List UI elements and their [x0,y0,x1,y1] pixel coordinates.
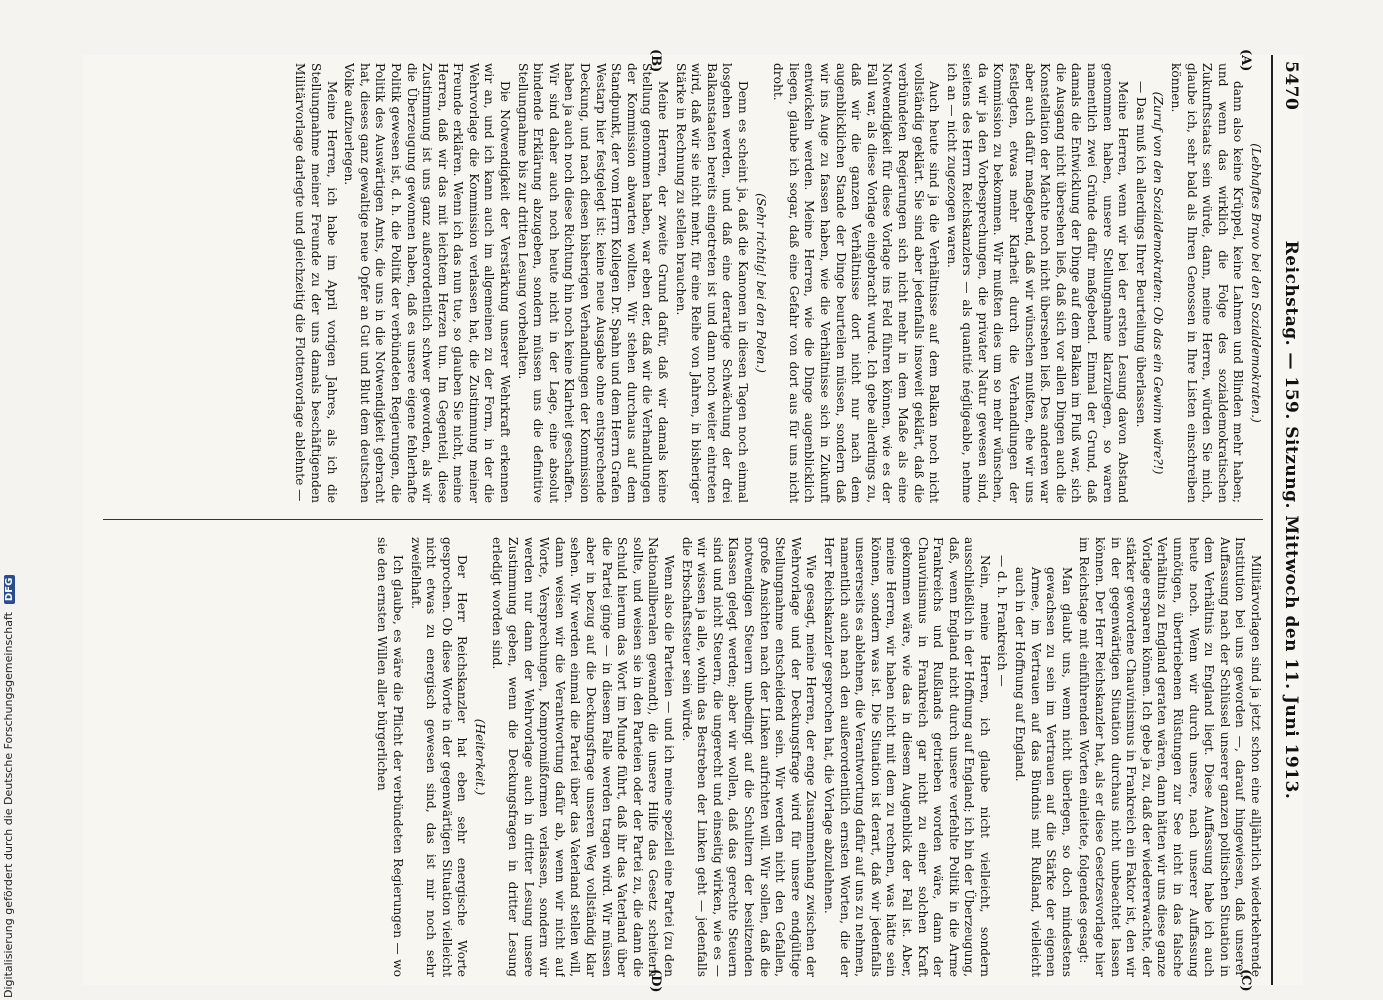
right-column-paragraph: Nein, meine Herren, ich glaube nicht vielleicht, sondern ausschließlich in der Hoffnung auf England; ich bin der Überzeugung, daß, wenn England nicht durch unsere verfehlte Politik in die Arme Frankreichs und Rußlands getrieben worden wäre, dann der Chauvinismus in Frankreich gar nicht zu einer solchen Kraft gekommen wäre, wie das in diesem Augenblick der Fall ist. Aber, meine Herren, wir haben nicht mit dem zu rechnen, was hätte sein können, sondern was ist. Die Situation ist derart, daß wir jedenfalls unsererseits es ablehnen, die Verantwortung dafür auf uns zu nehmen, namentlich auch nach den außerordentlich ernsten Worten, die der Herr Reichskanzler gesprochen hat, die Vorlage abzulehnen. [821,537,992,977]
right-column-paragraph: Man glaubt uns, wenn nicht überlegen, so doch mindestens gewachsen zu sein im Vertrauen auf die Stärke der eigenen Armee, im Vertrauen auf das Bündnis mit Rußland, vielleicht auch in der Hoffnung auf England. [1013,567,1074,977]
left-column [93,63,1263,503]
header-rule [1271,55,1273,985]
left-column-paragraph: (Lebhaftes Bravo bei den Sozialdemokraten.) [1249,143,1263,423]
column-divider [103,519,1263,520]
page-header [1277,55,1303,985]
right-column-paragraph: (Heiterkeit.) [472,718,487,796]
left-column-paragraph: (Sehr richtig! bei den Polen.) [753,193,768,373]
left-column-paragraph: Meine Herren, wenn wir bei der ersten Lesung davon Abstand genommen haben, unsere Stellungnahme klarzulegen, so waren namentlich zwei Gründe dafür maßgebend. Einmal der Grund, daß damals die Entwicklung der Dinge auf dem Balkan im Fluß war, sich die Ausgang nicht übersehen ließ, daß sich vor allen Dingen auch die Konstellation der Mächte noch nicht übersehen ließ. Des anderen war aber auch dafür maßgebend, daß wir wünschen mußten, ehe wir uns festlegten, etwas mehr Klarheit durch die Verhandlungen der Kommission zu bekommen. Wir mußten dies um so mehr wünschen, da wir ja den Vorbesprechungen, die privater Natur gewesen sind, seitens des Herrn Reichskanzlers — als quantité négligeable, nehme ich an — nicht zugezogen waren. [944,63,1131,503]
left-column-paragraph: Die Notwendigkeit der Verstärkung unserer Wehrkraft erkennen wir an, und ich kann auch im allgemeinen zu der Form, in der die Wehrvorlage die Kommission verlassen hat, die Zustimmung meiner Freunde erklären. Wenn ich das nun tue, so glauben Sie nicht, meine Herren, daß wir das mit leichtem Herzen tun. Im Gegenteil, diese Zustimmung ist uns ganz außerordentlich schwer geworden, als wir die Überzeugung gewonnen haben, daß es unsere eigene fehlerhafte Politik gewesen ist, d. h. die Politik der verbündeten Regierungen, die Politik des Auswärtigen Amts, die uns in die Notwendigkeit gebracht hat, dieses ganz gewaltige neue Opfer an Gut und Blut dem deutschen Volke aufzuerlegen. [342,63,513,503]
margin-marker-a: (A) [1238,49,1253,72]
margin-marker-b: (B) [648,49,663,73]
right-column-paragraph: Wie gesagt, meine Herren, der enge Zusammenhang zwischen der Wehrvorlage und der Deckungsfrage wird für unsere endgültige Stellungnahme entscheidend sein. Wir werden nicht den Gefallen, große Ansichten nach der Linken aufrichten will. Wir sollen, daß die notwendigen Steuern unbedingt auf die Schultern der besitzenden Klassen gelegt werden; aber wir wollen, daß das gerechte Steuern sind und nicht Steuern, die ungerecht und einseitig wirken, wie es — wir wissen ja alle, wohin das Bestreben der Linken geht — jedenfalls die Erbschaftssteuer sein würde. [679,537,819,977]
right-column-paragraph: Der Herr Reichskanzler hat eben sehr energische Worte gesprochen. Ob diese Worte in der gegenwärtigen Situation vielleicht nicht etwas zu energisch gewesen sind, das ist mir noch sehr zweifelhaft. [408,537,470,977]
left-column-paragraph: Meine Herren, der zweite Grund dafür, daß wir damals keine Stellung genommen haben, war eben der, daß wir die Verhandlungen der Kommission abwarten wollten. Wir stehen durchaus auf dem Standpunkt, der vom Herrn Kollegen Dr. Spahn und dem Herrn Grafen Westarp hier festgelegt ist: keine neue Ausgabe ohne entsprechende Deckung, und nach diesen bisherigen Verhandlungen der Kommission haben ja auch noch diese Richtung hin noch keine Klarheit geschaffen. Wir sind daher auch noch heute nicht in der Lage, eine absolut bindende Erklärung abzugeben, sondern müssen uns die definitive Stellungnahme bis zur dritten Lesung vorbehalten. [515,63,671,503]
page-number: 5470 [1281,61,1301,111]
left-column-paragraph: Denn es scheint ja, daß die Kanonen in diesen Tagen noch einmal losgehen werden, und daß eine derartige Schwächung der drei Balkanstaaten bereits eingetreten ist und dann noch weiter eintreten wird, daß wir sie nicht mehr, für eine Reihe von Jahren, in bisheriger Stärke in Rechnung zu stellen brauchen. [673,63,750,503]
left-column-paragraph: Auch heute sind ja die Verhältnisse auf dem Balkan noch nicht vollständig geklärt. Sie sind aber jedenfalls insoweit geklärt, daß die verbündeten Regierungen sich nicht mehr in dem Maße als eine Notwendigkeit für diese Vorlage ins Feld führen können, wie es der Fall war, als diese Vorlage eingebracht wurde. Ich gebe allerdings zu, daß wir die ganzen Verhältnisse dort nicht nur nach dem augenblicklichen Stande der Dinge beurteilen müssen, sondern daß wir ins Auge zu fassen haben, wie die Verhältnisse sich in Zukunft entwickeln werden. Meine Herren, wie die Dinge augenblicklich liegen, glaube ich sogar, daß eine Gefahr von dort aus für uns nicht droht. [771,63,942,503]
left-column-paragraph: — Das muß ich allerdings Ihrer Beurteilung überlassen. [1133,81,1148,428]
credit-text: Digitalisierung gefördert durch die Deutsche Forschungsgemeinschaft [2,612,15,998]
rotated-document-page [83,49,1303,993]
right-column-paragraph: — d. h. Frankreich — [995,555,1010,687]
left-column-paragraph: (Zuruf von den Sozialdemokraten: Ob das ein Gewinn wäre?!) [1151,91,1166,475]
margin-marker-d: (D) [648,969,663,993]
margin-marker-c: (C) [1238,969,1253,992]
dfg-logo: DFG [4,575,15,604]
right-column-paragraph: Ich glaube, es wäre die Pflicht der verbündeten Regierungen — wo sie den ernsten Willen aller bürgerlichen [375,537,405,977]
right-column-paragraph: Wenn also die Parteien — und ich meine speziell eine Partei (zu den Nationalliberalen gewandt), die unsere Hilfe das Gesetz scheitern sollte, und weisen sie in den Parteien oder der Partei zu, die dann die Schuld hierum das Wort im Munde führt, daß ihr das Vaterland über die Partei ginge — in diesem Falle werden tragen wird. Wir müssen aber in bezug auf die Deckungsfrage unseren Weg vollständig klar sehen. Wir werden einmal die Partei über das Vaterland stellen will, dann weisen wir die Verantwortung dafür ab, wenn wir nicht auf Worte, Versprechungen, Kompromißformen verlassen, sondern wir werden nur dann der Wehrvorlage auch in dritter Lesung unsere Zustimmung geben, wenn die Deckungsfragen in dritter Lesung erledigt worden sind. [490,537,677,977]
left-column-paragraph: dann also keine Krüppel, keine Lahmen und Blinden mehr haben; und wenn das wirklich die Folge des sozialdemokratischen Zukunftsstaats sein würde, dann, meine Herren, würden Sie mich, glaube ich, sehr bald als Ihren Genossen in Ihre Listen einschreiben können. [1169,63,1246,503]
digitization-credit [2,18,15,998]
left-column-paragraph: Meine Herren, ich habe im April vorigen Jahres, als ich die Stellungnahme meiner Freunde zu der uns damals beschäftigenden Militärvorlage darlegte und gleichzeitig die Flottenvorlage ablehnte — [293,63,339,503]
right-column [93,537,1263,977]
page-title: Reichstag. — 159. Sitzung. Mittwoch den 11. Juni 1913. [1281,240,1301,800]
right-column-paragraph: Militärvorlagen sind ja jetzt schon eine alljährlich wiederkehrende Institution bei uns geworden —, darauf hingewiesen, daß unserer Auffassung nach der Schlüssel unserer ganzen politischen Situation in dem Verhältnis zu England liegt. Diese Auffassung habe ich auch heute noch. Wenn wir durch unsere, nach unserer Auffassung unnötigen, übertriebenen Rüstungen zur See nicht in das falsche Verhältnis zu England geraten wären, dann hätten wir uns diese ganze Vorlage ersparen können. Ich gebe ja zu, daß der wiedererwachte, der stärker gewordene Chauvinismus in Frankreich ein Faktor ist, den wir in der gegenwärtigen Situation durchaus nicht unbeachtet lassen können. Der Herr Reichskanzler hat, als er diese Gesetzesvorlage hier im Reichstage mit einführenden Worten einleitete, folgendes gesagt: [1077,537,1263,977]
